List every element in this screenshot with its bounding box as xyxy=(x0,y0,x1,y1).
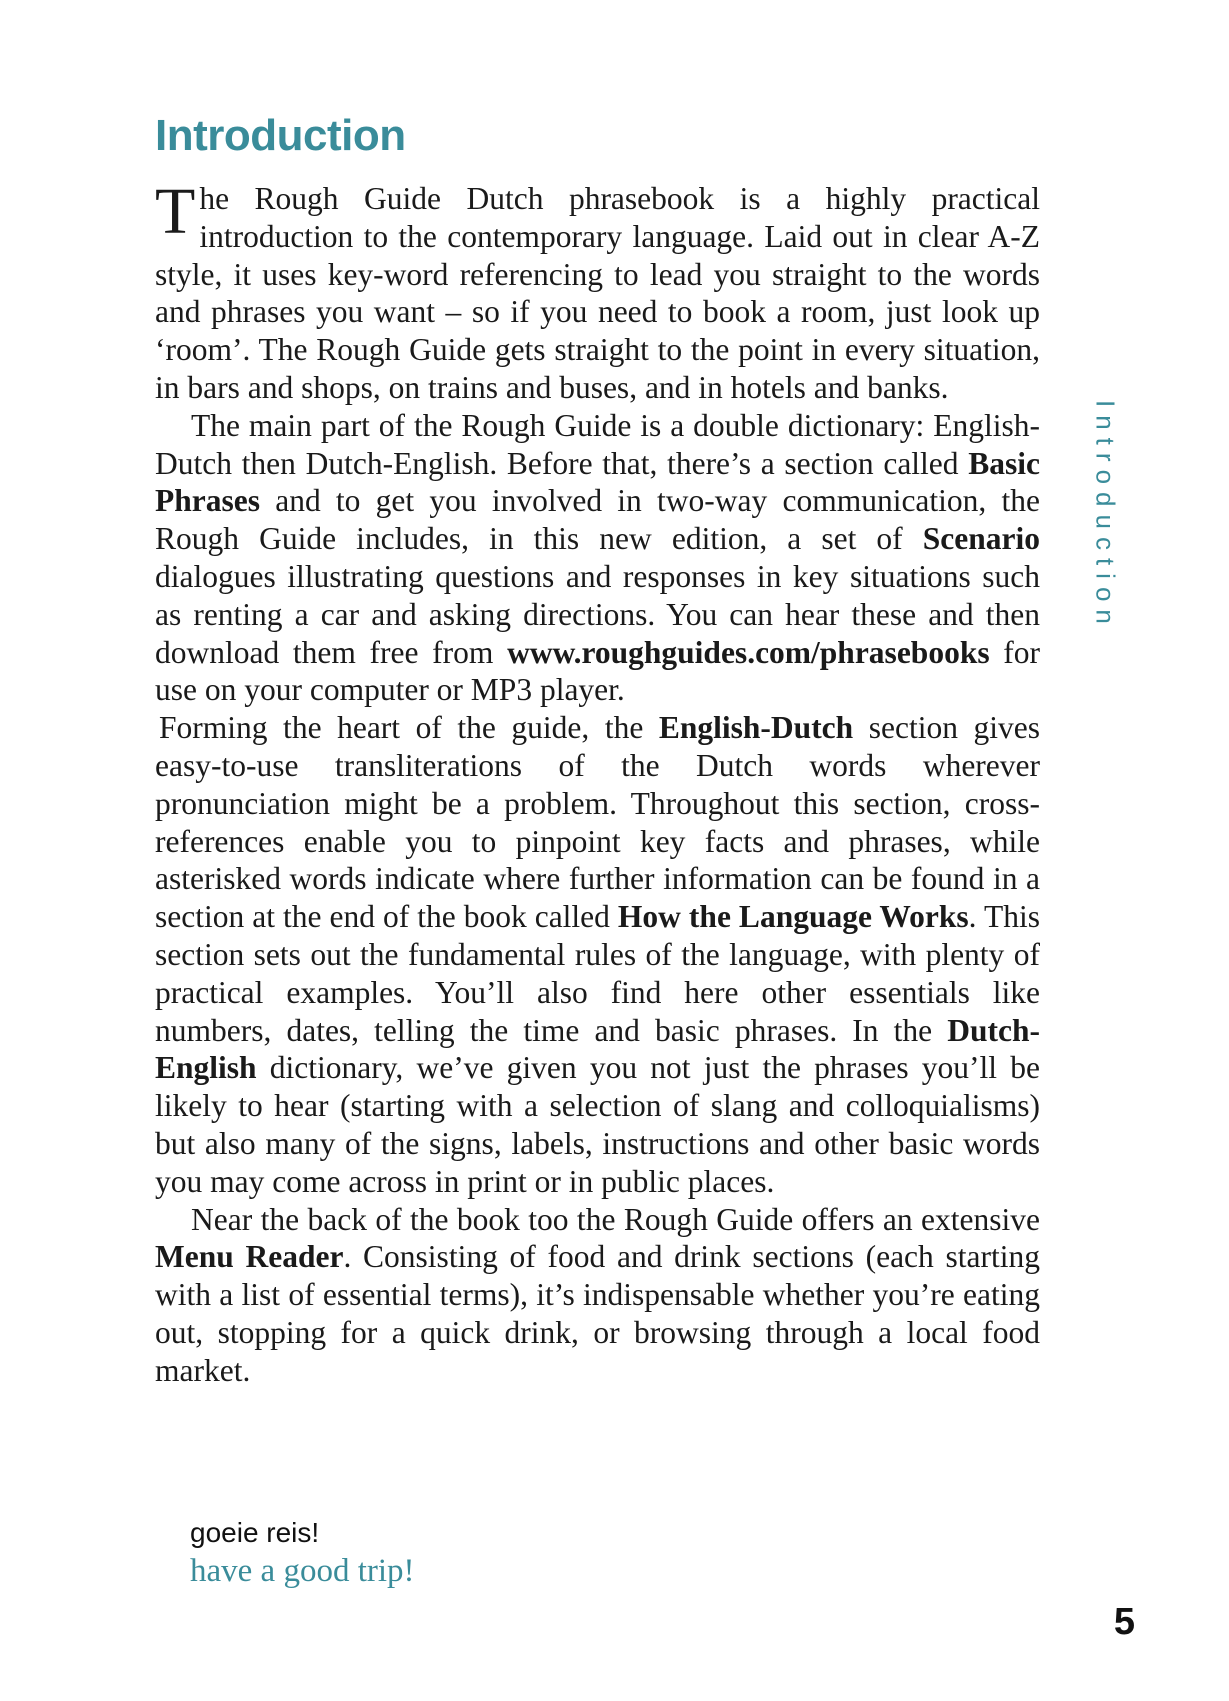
basic-phrases-term: Basic Phrases xyxy=(155,445,1040,519)
paragraph-1-text: he Rough Guide Dutch phrasebook is a highly practical introduction to the contemporary language. Laid out in clear A-Z style, it uses key-word referencing to lead you straight to the words and phrases you want – so if you need to book a room, just look up ‘room’. The Rough Guide gets straight to the point in every situation, in bars and shops, on trains and buses, and in hotels and banks. xyxy=(155,181,1040,405)
paragraph-2 xyxy=(155,407,1040,709)
body-text xyxy=(155,175,1041,1390)
paragraph-4-text-2: . Consisting of food and drink sections (each starting with a list of essential terms), it’s indispensable whether you’re eating out, stopping for a quick drink, or browsing through a local food market. xyxy=(155,1239,1040,1388)
paragraph-2-text-2: and to get you involved in two-way communication, the Rough Guide includes, in this new edition, a set of xyxy=(155,483,1040,557)
drop-cap: T xyxy=(155,175,196,248)
scenario-term: Scenario xyxy=(922,521,1040,557)
side-tab xyxy=(1085,400,1125,635)
side-tab-label: Introduction xyxy=(1090,400,1121,632)
paragraph-2-text-4: for use on your computer or MP3 player. xyxy=(155,634,1040,708)
sign-off xyxy=(190,1515,415,1591)
dutch-phrase: goeie reis! xyxy=(190,1517,320,1548)
paragraph-3 xyxy=(155,709,1040,1200)
page-title: Introduction xyxy=(155,111,406,160)
paragraph-4-text-1: Near the back of the book too the Rough Guide offers an extensive xyxy=(191,1201,1040,1237)
english-dutch-term: English-Dutch xyxy=(658,710,854,746)
paragraph-3-text-2: section gives easy-to-use transliterations of the Dutch words wherever pronunciation might be a problem. Throughout this section, cross-references enable you to pinpoint key facts and phrases, while asterisked words indicate where further information can be found in a section at the end of the book called xyxy=(155,710,1041,935)
paragraph-2-text-1: The main part of the Rough Guide is a double dictionary: English-Dutch then Dutch-English. Before that, there’s a section called xyxy=(155,407,1040,481)
how-the-language-works-term: How the Language Works xyxy=(617,899,969,935)
english-phrase: have a good trip! xyxy=(190,1553,415,1589)
paragraph-3-text-4: dictionary, we’ve given you not just the phrases you’ll be likely to hear (starting with a selection of slang and colloquialisms) but also many of the signs, labels, instructions and other basic words you may come across in print or in public places. xyxy=(155,1050,1040,1199)
paragraph-1 xyxy=(155,175,1040,407)
menu-reader-term: Menu Reader xyxy=(155,1239,344,1275)
paragraph-3-text-1: Forming the heart of the guide, the xyxy=(159,710,659,746)
paragraph-3-text-3: . This section sets out the fundamental rules of the language, with plenty of practical examples. You’ll also find here other essentials like numbers, dates, telling the time and basic phrases. In the xyxy=(155,899,1040,1048)
paragraph-4 xyxy=(155,1201,1040,1390)
page-number: 5 xyxy=(1113,1601,1135,1643)
dutch-english-term: Dutch-English xyxy=(155,1012,1040,1086)
download-url: www.roughguides.com/phrasebooks xyxy=(507,634,990,670)
paragraph-2-text-3: dialogues illustrating questions and responses in key situations such as renting a car and asking directions. You can hear these and then download them free from xyxy=(155,558,1040,670)
